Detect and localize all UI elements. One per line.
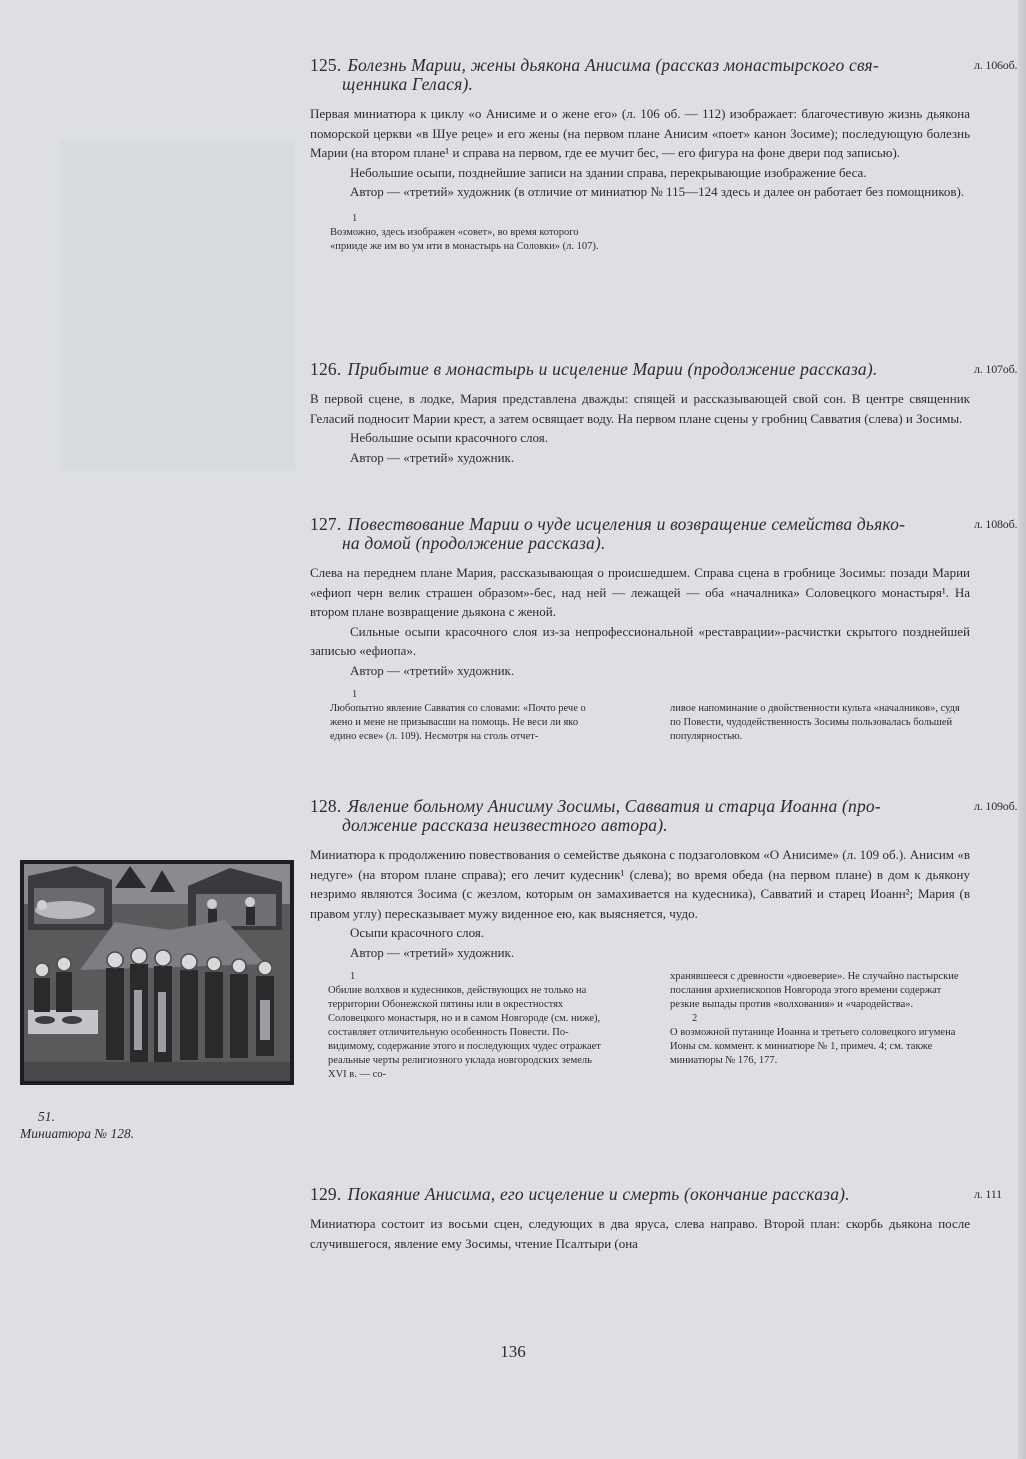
paragraph: Миниатюра состоит из восьми сцен, следующих в два яруса, слева направо. Второй план: скорбь дьякона после случившегося, явление ему Зосимы, чтение Псалтыри (она [310,1216,970,1251]
entry-number: 128. [310,796,342,816]
entry-title [310,1185,970,1204]
background-shading [60,140,295,470]
footnote-right [670,970,970,1082]
figure-caption [20,1108,220,1142]
entry-number: 125. [310,55,342,75]
entry-129 [310,1184,1002,1253]
footnotes [310,970,970,1082]
footnotes [310,688,970,744]
sheet-reference: л. 109об. [974,799,1018,813]
entry-title [310,56,970,94]
entry-title-text: Повествование Марии о чуде исцеления и возвращение семейства дьяко- [347,514,906,534]
paragraph: Небольшие осыпи, позднейшие записи на здании справа, перекрывающие изображение беса. [350,164,867,180]
footnote-text: Любопытно явление Савватия со словами: «Почто рече о жено и мене не призывасши на помощь. Не веси ли яко едино есве» (л. 109). Несмотря на столь отчет- [330,703,586,742]
footnote-mark: 1 [350,971,356,982]
entry-127 [310,514,1018,744]
entry-128 [310,796,1018,1082]
footnote-mark: 1 [352,212,358,224]
footnote-text: Обилие волхвов и кудесников, действующих не только на территории Обонежской пятины или в окрестностях Соловецкого монастыря, но и в самом Новгороде (см. ниже), составляет отличительную особенность Повести. По-видимому, содержание этого и последующих чудес отражает реальные черты религиозного уклада новгородских земель XVI в. — со- [328,985,601,1080]
paragraph: Сильные осыпи красочного слоя из-за непрофессиональной «реставрации»-расчистки скрытого позднейшей записью «ефиопа». [310,623,970,658]
entry-125 [310,55,1018,254]
footnote-mark: 2 [692,1013,698,1024]
page-number: 136 [500,1342,526,1361]
footnote-left [330,688,600,744]
entry-number: 126. [310,359,342,379]
page-edge [1018,0,1026,1459]
footnote-right [670,688,970,744]
figure-number: 51. [38,1109,55,1124]
entry-title [310,797,970,835]
entry-title-text: Прибытие в монастырь и исцеление Марии (продолжение рассказа). [347,359,878,379]
entry-title-continuation: на домой (продолжение рассказа). [342,533,606,553]
sheet-reference: л. 106об. [974,58,1018,72]
entry-number: 127. [310,514,342,534]
miniature-illustration [20,860,294,1085]
paragraph: Автор — «третий» художник. [350,449,515,465]
footnote-left [328,970,603,1082]
entry-title [310,515,970,553]
entry-126 [310,359,1018,467]
paragraph: Автор — «третий» художник. [350,662,515,678]
entry-title-continuation: должение рассказа неизвестного автора). [342,815,668,835]
paragraph: Осыпи красочного слоя. [350,925,485,940]
sheet-reference: л. 108об. [974,517,1018,531]
paragraph: В первой сцене, в лодке, Мария представлена дважды: спящей и рассказывающей свой сон. В центре священник Геласий подносит Марии крест, а затем освящает воду. На первом плане сцены у гробниц Савватия (слева) и Зосимы. [310,391,970,426]
entry-number: 129. [310,1184,342,1204]
paragraph: Миниатюра к продолжению повествования о семействе дьякона с подзаголовком «О Анисиме» (л. 109 об.). Анисим «в недуге» (на втором плане справа); его лечит кудесник¹ (слева); во время обеда (на первом плане) в дом к дьякону незримо являются Зосима (с жезлом, которым он замахивается на кудесника), Савватий и старец Иоанн²; Мария (в правом углу) пересказывает мужу виденное ею, как выясняется, чудо. [310,847,970,921]
paragraph: Автор — «третий» художник (в отличие от миниатюр № 115—124 здесь и далее он работает без помощников). [350,184,965,199]
entry-title-text: Явление больному Анисиму Зосимы, Савватия и старца Иоанна (про- [347,796,881,816]
paragraph: Слева на переднем плане Мария, рассказывающая о происшедшем. Справа сцена в гробнице Зосимы: позади Марии «ефиоп черн велик страшен образом»-бес, над ней — лежащей — оба «началника» Соловецкого монастыря¹. На втором плане возвращение дьякона с женой. [310,565,970,619]
entry-title [310,360,970,379]
footnote-mark: 1 [352,689,358,700]
entry-title-text: Покаяние Анисима, его исцеление и смерть (окончание рассказа). [347,1184,850,1204]
entry-title-text: Болезнь Марии, жены дьякона Анисима (рассказ монастырского свя- [347,55,879,75]
entry-title-continuation: щенника Гелася). [342,74,474,94]
figure-caption-text: Миниатюра № 128. [20,1126,135,1141]
footnote-text: ливое напоминание о двойственности культа «началников», судя по Повести, чудодейственность Зосимы пользовалась большей популярностью. [670,703,960,742]
paragraph: Автор — «третий» художник. [350,944,515,960]
sheet-reference: л. 111 [974,1187,1002,1201]
sheet-reference: л. 107об. [974,362,1018,376]
paragraph: Небольшие осыпи красочного слоя. [350,430,549,445]
footnote-text: Возможно, здесь изображен «совет», во время которого «прииде же им во ум ити в монастырь на Соловки» (л. 107). [330,226,599,252]
footnote-text: хранявшееся с древности «двоеверие». Не случайно пастырские послания архиепископов Новгорода этого времени содержат резкие выпады против «волхования» и «чародейства». [670,971,959,1010]
footnote [330,212,600,254]
paragraph: Первая миниатюра к циклу «о Анисиме и о жене его» (л. 106 об. — 112) изображает: благочестивую жизнь дьякона поморской церкви «в Шуе реце» и его жены (на первом плане Анисим «поет» канон Зосиме); последующую болезнь Марии (на втором плане¹ и справа на первом, где ее мучит бес, — его фигура на фоне двери под записью). [310,106,970,160]
footnote-text: О возможной путанице Иоанна и третьего соловецкого игумена Ионы см. коммент. к миниатюре № 1, примеч. 4; см. также миниатюры № 176, 177. [670,1027,956,1066]
